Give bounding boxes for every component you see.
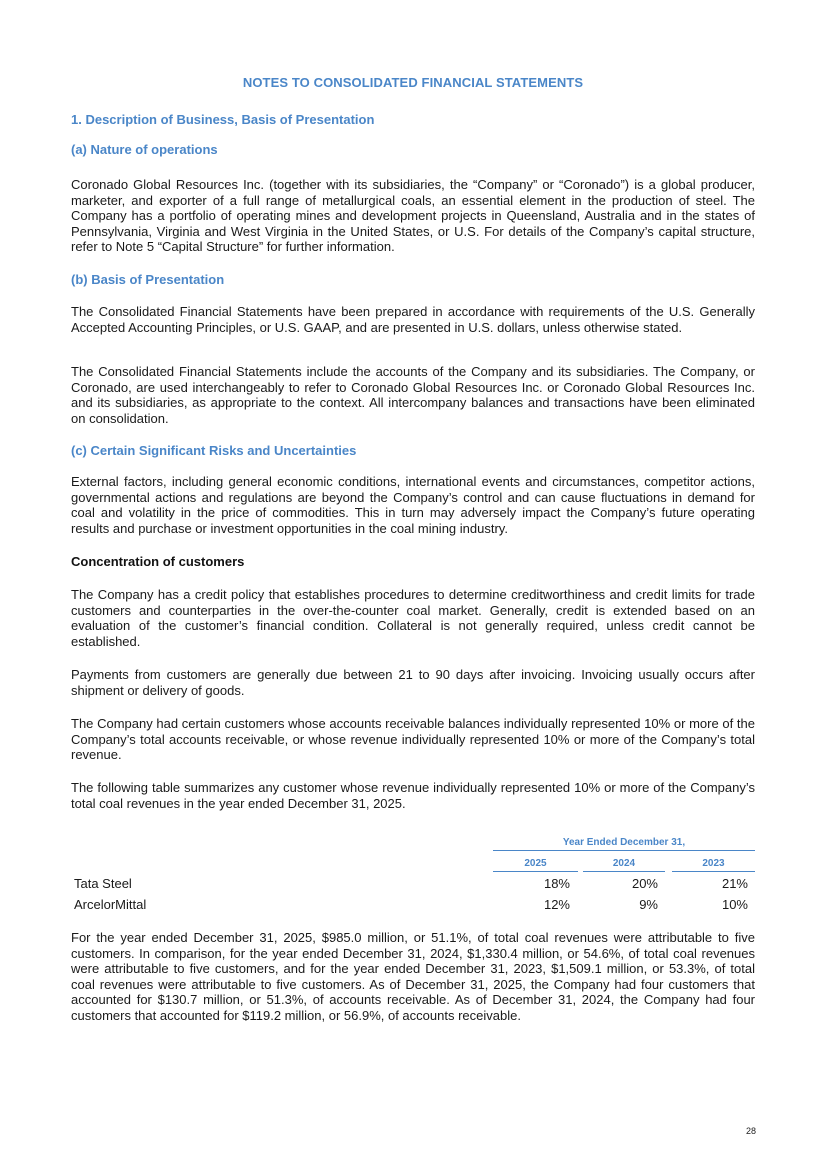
table-cell: 10%: [721, 897, 748, 912]
paragraph-credit-policy: The Company has a credit policy that establishes procedures to determine creditworthiness and credit limits for trade customers and counterparties in the over-the-counter coal market. Generally, credit is extended based on an evaluation of the customer’s financial condition. Collateral is not generally required, unless credit cannot be established.: [71, 587, 755, 649]
subsection-heading-basis: (b) Basis of Presentation: [71, 272, 225, 287]
page-title: NOTES TO CONSOLIDATED FINANCIAL STATEMENTS: [242, 75, 584, 90]
table-cell: 18%: [543, 876, 570, 891]
paragraph-payments: Payments from customers are generally due between 21 to 90 days after invoicing. Invoicing usually occurs after shipment or delivery of goods.: [71, 667, 755, 698]
table-group-rule: [493, 850, 755, 851]
paragraph-basis-2: The Consolidated Financial Statements include the accounts of the Company and its subsidiaries. The Company, or Coronado, are used interchangeably to refer to Coronado Global Resources Inc. or Coronado Global Resources Inc. and its subsidiaries, as appropriate to the context. All intercompany balances and transactions have been eliminated on consolidation.: [71, 364, 755, 426]
table-year-header: 2025: [524, 858, 547, 869]
table-year-rule: [493, 871, 578, 872]
table-year-rule: [583, 871, 665, 872]
table-cell: 12%: [543, 897, 570, 912]
subsection-heading-risks: (c) Certain Significant Risks and Uncertainties: [71, 443, 357, 458]
paragraph-basis-1: The Consolidated Financial Statements have been prepared in accordance with requirements of the U.S. Generally Accepted Accounting Principles, or U.S. GAAP, and are presented in U.S. dollars, unless otherwise stated.: [71, 304, 755, 335]
concentration-heading: Concentration of customers: [71, 554, 245, 569]
paragraph-risks: External factors, including general economic conditions, international events and circumstances, competitor actions, governmental actions and regulations are beyond the Company’s control and can cause fluctuations in demand for coal and volatility in the price of commodities. This in turn may adversely impact the Company’s future operating results and purchase or investment opportunities in the coal mining industry.: [71, 474, 755, 536]
table-row-label: ArcelorMittal: [74, 897, 147, 912]
table-year-header: 2024: [612, 858, 636, 869]
table-year-rule: [672, 871, 755, 872]
paragraph-table-intro: The following table summarizes any customer whose revenue individually represented 10% or more of the Company’s total coal revenues in the year ended December 31, 2025.: [71, 780, 755, 811]
paragraph-certain-customers: The Company had certain customers whose accounts receivable balances individually represented 10% or more of the Company’s total accounts receivable, or whose revenue individually represented 10% or more of the Company’s total revenue.: [71, 716, 755, 763]
paragraph-nature-of-operations: Coronado Global Resources Inc. (together with its subsidiaries, the “Company” or “Coronado”) is a global producer, marketer, and exporter of a full range of metallurgical coals, an essential element in the production of steel. The Company has a portfolio of operating mines and development projects in Queensland, Australia and in the states of Pennsylvania, Virginia and West Virginia in the United States, or U.S. For details of the Company’s capital structure, refer to Note 5 “Capital Structure” for further information.: [71, 177, 755, 255]
table-cell: 9%: [639, 897, 658, 912]
table-cell: 20%: [631, 876, 658, 891]
page-number: 28: [746, 1126, 757, 1136]
section-heading: 1. Description of Business, Basis of Presentation: [71, 112, 375, 127]
table-cell: 21%: [721, 876, 748, 891]
table-group-header: Year Ended December 31,: [562, 837, 686, 848]
paragraph-customer-revenue: For the year ended December 31, 2025, $985.0 million, or 51.1%, of total coal revenues were attributable to five customers. In comparison, for the year ended December 31, 2024, $1,330.4 million, or 54.6%, of total coal revenues were attributable to five customers, and for the year ended December 31, 2023, $1,509.1 million, or 53.3%, of total coal revenues were attributable to five customers. As of December 31, 2025, the Company had four customers that accounted for $130.7 million, or 51.3%, of accounts receivable. As of December 31, 2024, the Company had four customers that accounted for $119.2 million, or 56.9%, of accounts receivable.: [71, 930, 755, 1023]
subsection-heading-nature: (a) Nature of operations: [71, 142, 218, 157]
table-year-header: 2023: [702, 858, 725, 869]
table-row-label: Tata Steel: [74, 876, 132, 891]
